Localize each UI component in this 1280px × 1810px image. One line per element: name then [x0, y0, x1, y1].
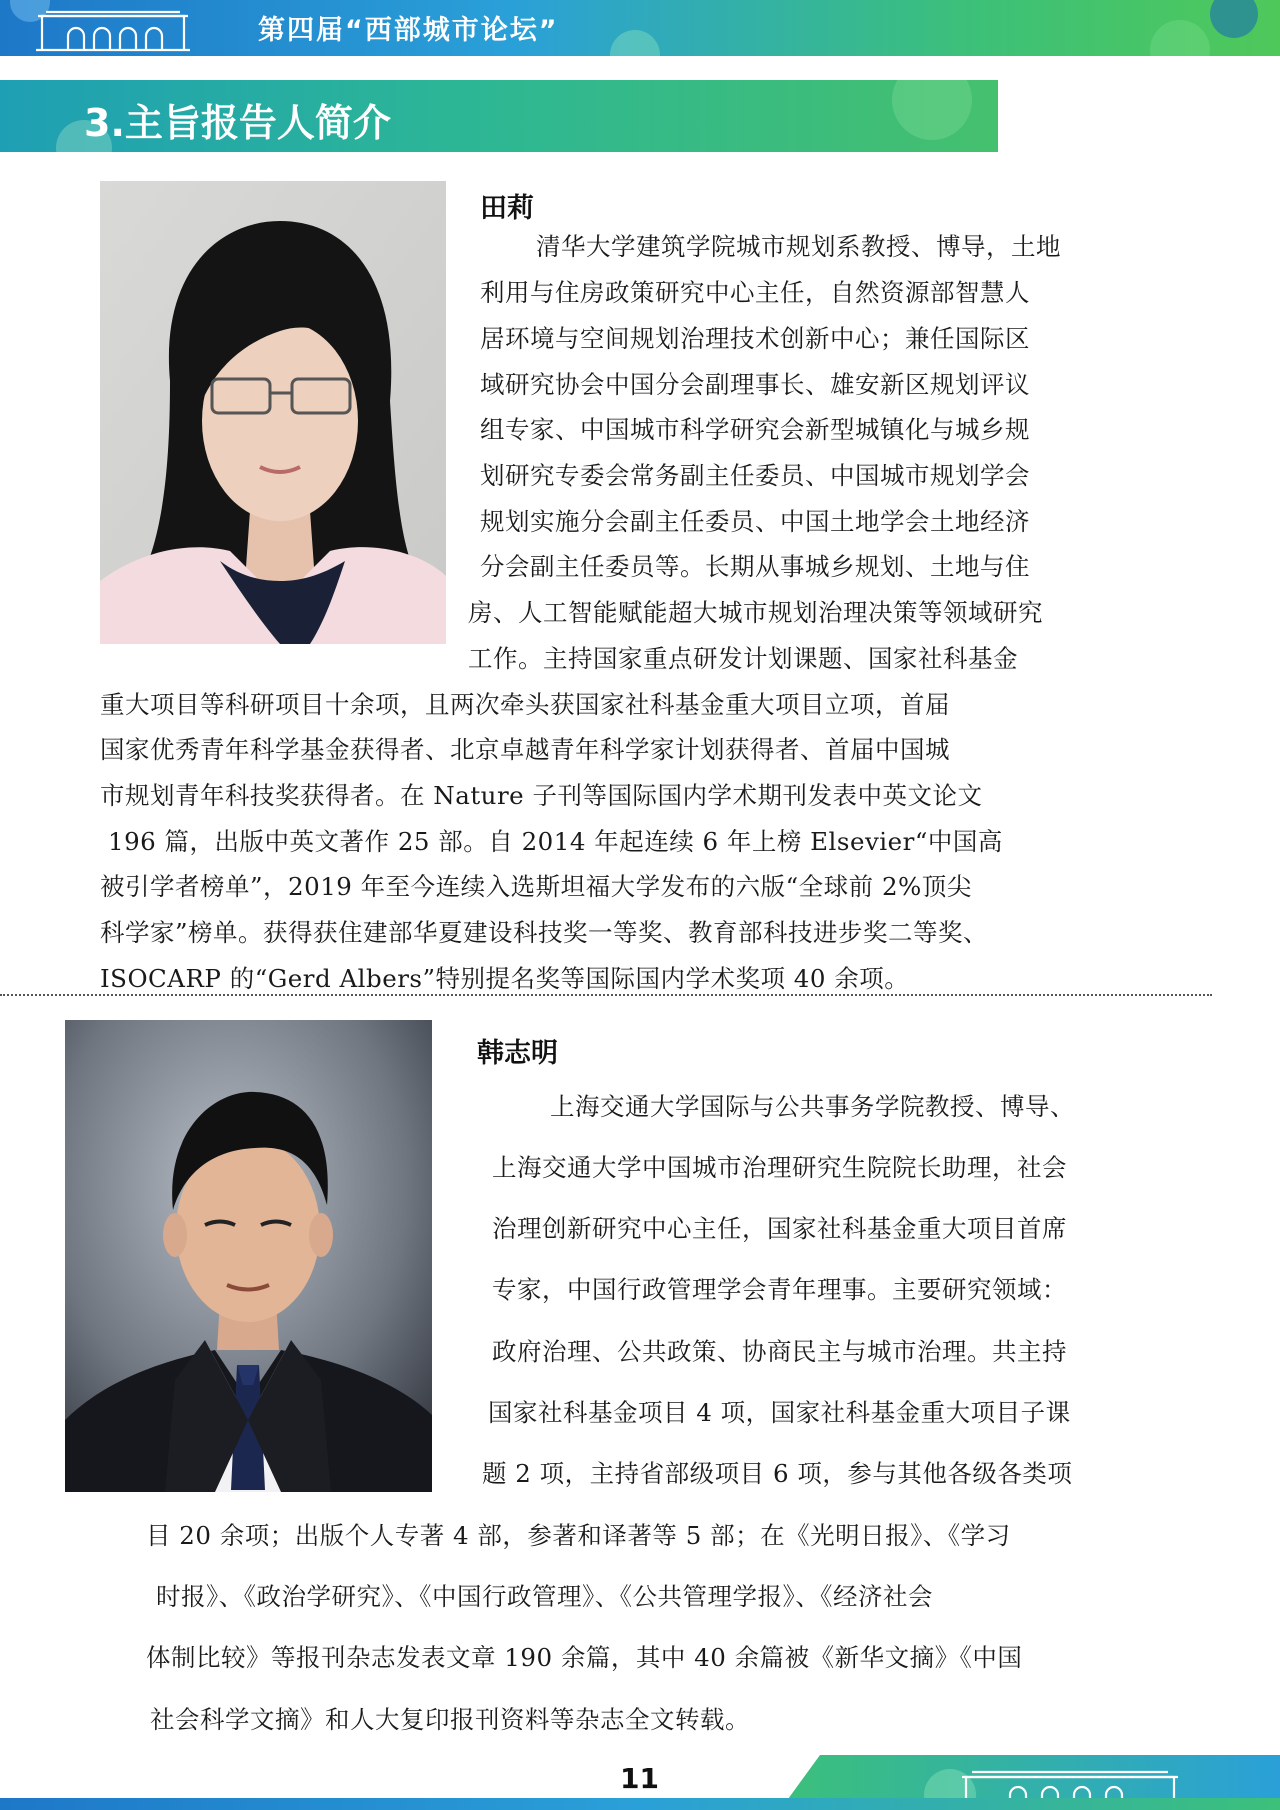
- top-banner: [0, 0, 1280, 56]
- forum-title: 第四届“西部城市论坛”: [258, 15, 559, 46]
- bio-line: 规划实施分会副主任委员、中国土地学会土地经济: [480, 507, 1030, 536]
- bio-line: 国家优秀青年科学基金获得者、北京卓越青年科学家计划获得者、首届中国城: [100, 735, 950, 764]
- bio-line: 治理创新研究中心主任，国家社科基金重大项目首席: [492, 1214, 1067, 1243]
- bio-line: 题 2 项，主持省部级项目 6 项，参与其他各级各类项: [482, 1459, 1073, 1488]
- page-number: 11: [620, 1762, 659, 1795]
- speaker-photo: [100, 181, 446, 644]
- bio-line: 体制比较》等报刊杂志发表文章 190 余篇，其中 40 余篇被《新华文摘》《中国: [146, 1643, 1023, 1672]
- bio-line: 上海交通大学中国城市治理研究生院院长助理，社会: [492, 1153, 1067, 1182]
- decor-bubble: [1150, 20, 1210, 56]
- section-title: 3.主旨报告人简介: [84, 101, 391, 145]
- bio-line: 重大项目等科研项目十余项，且两次牵头获国家社科基金重大项目立项，首届: [100, 690, 950, 719]
- bio-line: 工作。主持国家重点研发计划课题、国家社科基金: [468, 644, 1018, 673]
- bio-line: 组专家、中国城市科学研究会新型城镇化与城乡规: [480, 415, 1030, 444]
- bio-line: 划研究专委会常务副主任委员、中国城市规划学会: [480, 461, 1030, 490]
- speaker-name: 田莉: [480, 193, 534, 224]
- bio-line: 目 20 余项；出版个人专著 4 部，参著和译著等 5 部；在《光明日报》、《学习: [146, 1521, 1011, 1550]
- bio-line: 政府治理、公共政策、协商民主与城市治理。共主持: [492, 1337, 1067, 1366]
- bio-line: 市规划青年科技奖获得者。在 Nature 子刊等国际国内学术期刊发表中英文论文: [100, 781, 983, 810]
- bio-line: ISOCARP 的“Gerd Albers”特别提名奖等国际国内学术奖项 40 余项。: [100, 964, 910, 993]
- decor-dot: [892, 80, 972, 140]
- decor-bubble: [1210, 0, 1258, 38]
- bio-line: 居环境与空间规划治理技术创新中心；兼任国际区: [480, 324, 1030, 353]
- bio-line: 上海交通大学国际与公共事务学院教授、博导、: [550, 1092, 1075, 1121]
- bio-line: 社会科学文摘》和人大复印报刊资料等杂志全文转载。: [150, 1705, 750, 1734]
- bio-line: 国家社科基金项目 4 项，国家社科基金重大项目子课: [488, 1398, 1071, 1427]
- bio-line: 专家，中国行政管理学会青年理事。主要研究领域：: [492, 1275, 1067, 1304]
- dotted-divider: [0, 994, 1212, 996]
- bio-line: 房、人工智能赋能超大城市规划治理决策等领域研究: [468, 598, 1043, 627]
- bio-line: 清华大学建筑学院城市规划系教授、博导，土地: [536, 232, 1061, 261]
- bio-line: 分会副主任委员等。长期从事城乡规划、土地与住: [480, 552, 1030, 581]
- bio-line: 利用与住房政策研究中心主任，自然资源部智慧人: [480, 278, 1030, 307]
- bio-line: 被引学者榜单”，2019 年至今连续入选斯坦福大学发布的六版“全球前 2%顶尖: [100, 872, 972, 901]
- bio-line: 科学家”榜单。获得获住建部华夏建设科技奖一等奖、教育部科技进步奖二等奖、: [100, 918, 989, 947]
- speaker-name: 韩志明: [477, 1038, 558, 1069]
- bio-line: 域研究协会中国分会副理事长、雄安新区规划评议: [480, 370, 1030, 399]
- footer-bar: [0, 1798, 1280, 1810]
- section-header: [0, 80, 998, 152]
- bio-line: 时报》、《政治学研究》、《中国行政管理》、《公共管理学报》、《经济社会: [156, 1582, 933, 1611]
- bio-line: 196 篇，出版中英文著作 25 部。自 2014 年起连续 6 年上榜 Elsevier“中国高: [108, 827, 1003, 856]
- decor-bubble: [610, 30, 660, 56]
- building-outline-icon: [28, 8, 198, 52]
- speaker-photo: [65, 1020, 432, 1492]
